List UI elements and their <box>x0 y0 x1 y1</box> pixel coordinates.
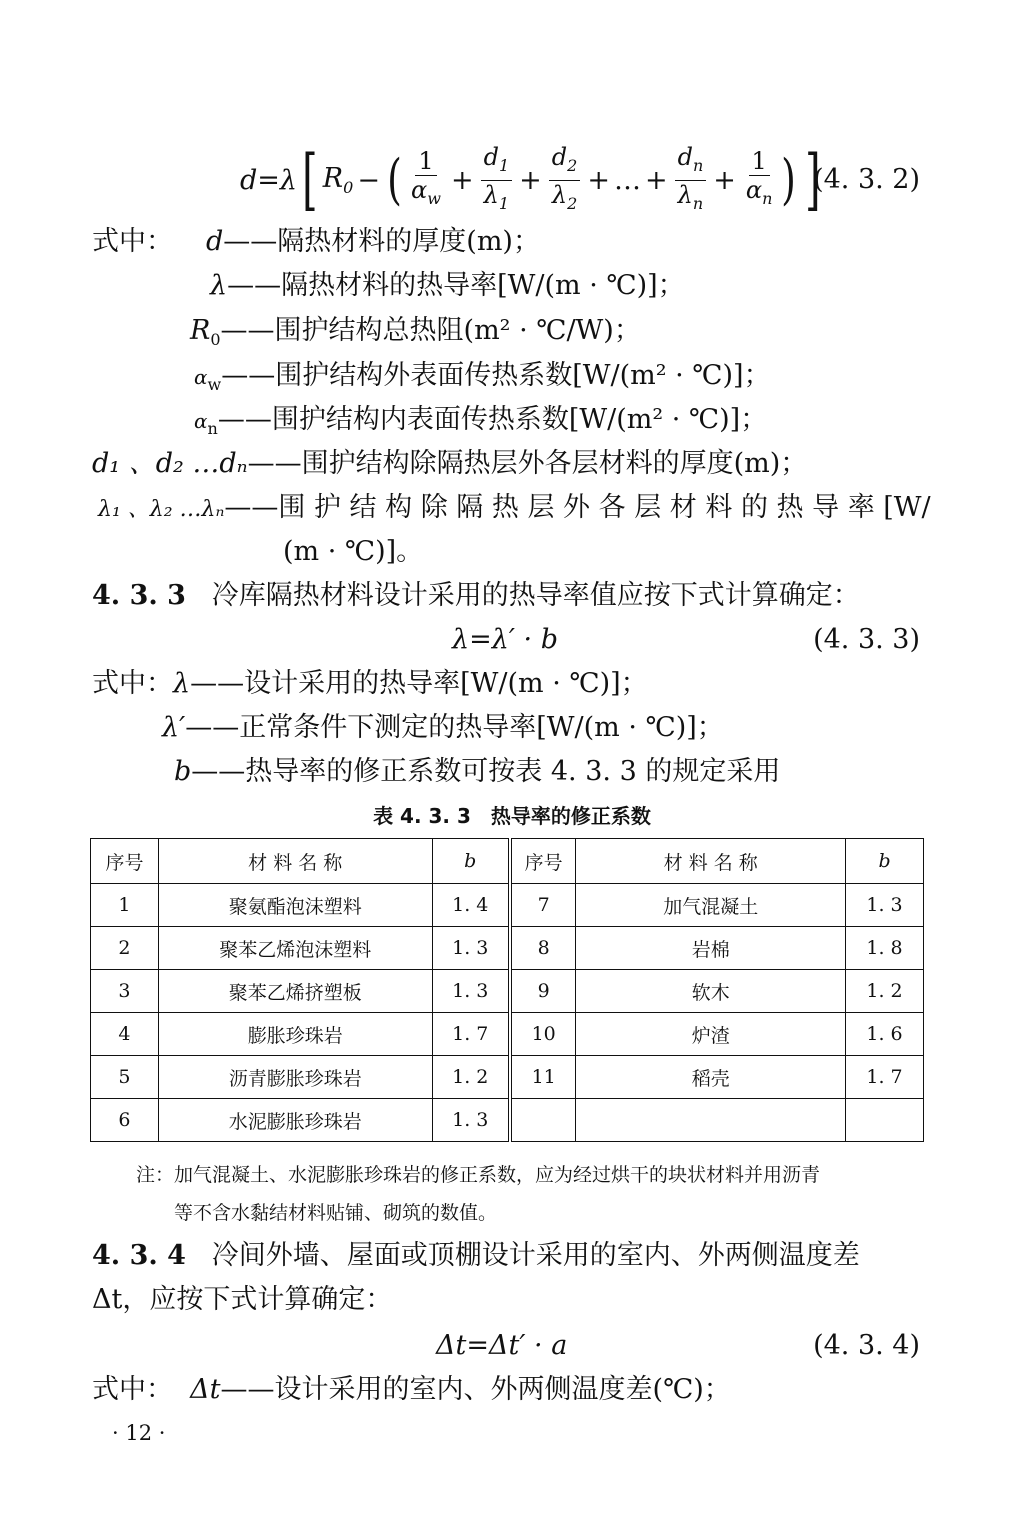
right-bracket: ] <box>804 141 821 218</box>
cell-index: 6 <box>91 1099 159 1142</box>
plus-1: + <box>450 164 474 196</box>
cell-b: 1. 4 <box>432 884 510 927</box>
def-lambda-list: λ₁ 、λ₂ …λₙ——围 护 结 构 除 隔 热 层 外 各 层 材 料 的 热 导 率 [W/ <box>98 492 931 523</box>
def-d: d——隔热材料的厚度(m)； <box>206 226 540 257</box>
cell-index: 5 <box>91 1056 159 1099</box>
cell-index: 3 <box>91 970 159 1013</box>
cell-material: 水泥膨胀珍珠岩 <box>158 1099 432 1142</box>
header-index-1: 序号 <box>91 839 159 884</box>
formula-R: $R_0$ <box>322 163 354 197</box>
cell-material: 沥青膨胀珍珠岩 <box>158 1056 432 1099</box>
ellipsis: … <box>613 164 641 196</box>
def-lambda-prime: λ′——正常条件下测定的热导率[W/(m · ℃)]； <box>162 712 724 743</box>
section-4-3-4: 4. 3. 4 冷间外墙、屋面或顶棚设计采用的室内、外两侧温度差 <box>92 1240 860 1271</box>
header-material-1: 材 料 名 称 <box>158 839 432 884</box>
formula-number-4-3-2: (4. 3. 2) <box>813 164 920 195</box>
def-R0: $R_0——$围护结构总热阻(m² · ℃/W)； <box>190 315 641 349</box>
cell-index: 10 <box>510 1013 576 1056</box>
cell-b: 1. 7 <box>432 1013 510 1056</box>
cell-material: 聚苯乙烯挤塑板 <box>158 970 432 1013</box>
frac-d2-lambda2: $\frac{d_2}{\lambda_2}$ <box>549 143 581 218</box>
table-row <box>91 927 924 970</box>
cell-b: 1. 3 <box>846 884 924 927</box>
formula-4-3-4: Δt=Δt′ · a <box>436 1330 568 1361</box>
left-paren: ( <box>387 148 402 211</box>
cell-b: 1. 2 <box>846 970 924 1013</box>
page-number: · 12 · <box>112 1421 166 1445</box>
formula-minus: − <box>357 164 380 196</box>
table-note-line1: 注：加气混凝土、水泥膨胀珍珠岩的修正系数，应为经过烘干的块状材料并用沥青 <box>136 1164 821 1186</box>
cell-b: 1. 6 <box>846 1013 924 1056</box>
frac-dn-lambdan: $\frac{d_n}{\lambda_n}$ <box>675 143 707 218</box>
table-row <box>91 1013 924 1056</box>
cell-material: 软木 <box>576 970 846 1013</box>
cell-index: 11 <box>510 1056 576 1099</box>
def-lambda-list-cont: (m · ℃)]。 <box>283 536 424 567</box>
header-material-2: 材 料 名 称 <box>576 839 846 884</box>
cell-material: 聚苯乙烯泡沫塑料 <box>158 927 432 970</box>
cell-index: 1 <box>91 884 159 927</box>
def-alpha-n: $\alpha_n——$围护结构内表面传热系数[W/(m² · ℃)]； <box>194 404 768 438</box>
table-row <box>91 1056 924 1099</box>
table-note-line2: 等不含水黏结材料贴铺、砌筑的数值。 <box>174 1202 498 1224</box>
cell-b: 1. 8 <box>846 927 924 970</box>
cell-index: 2 <box>91 927 159 970</box>
correction-coefficient-table <box>90 838 924 1142</box>
cell-material: 膨胀珍珠岩 <box>158 1013 432 1056</box>
frac-d1-lambda1: $\frac{d_1}{\lambda_1}$ <box>481 143 513 218</box>
header-b-1: b <box>432 839 510 884</box>
cell-material: 聚氨酯泡沫塑料 <box>158 884 432 927</box>
cell-b: 1. 2 <box>432 1056 510 1099</box>
table-title: 表 4. 3. 3 热导率的修正系数 <box>373 804 651 828</box>
table-header-row <box>91 839 924 884</box>
header-b-2: b <box>846 839 924 884</box>
def-lambda: λ——隔热材料的热导率[W/(m · ℃)]； <box>210 270 685 301</box>
left-bracket: [ <box>302 141 318 218</box>
section-4-3-3: 4. 3. 3 冷库隔热材料设计采用的热导率值应按下式计算确定： <box>92 580 860 611</box>
where-label: 式中： <box>92 226 173 257</box>
formula-4-3-2 <box>240 140 825 220</box>
formula-eq: = <box>257 164 280 196</box>
cell-b: 1. 3 <box>432 970 510 1013</box>
table-row <box>91 1099 924 1142</box>
table-row <box>91 970 924 1013</box>
def-b: b——热导率的修正系数可按表 4. 3. 3 的规定采用 <box>174 756 781 787</box>
frac-1-alpha-w: $\frac{1}{\alpha_w}$ <box>411 147 441 208</box>
formula-number-4-3-3: (4. 3. 3) <box>813 624 920 655</box>
table-row <box>91 884 924 927</box>
def-d-list: d₁ 、d₂ …dₙ——围护结构除隔热层外各层材料的厚度(m)； <box>92 448 808 479</box>
plus-3: + <box>587 164 610 196</box>
def-lambda-design: 式中：λ——设计采用的热导率[W/(m · ℃)]； <box>92 668 648 699</box>
right-paren: ) <box>781 148 797 211</box>
cell-b: 1. 3 <box>432 927 510 970</box>
cell-material: 岩棉 <box>576 927 846 970</box>
section-4-3-4-line2: Δt，应按下式计算确定： <box>92 1284 393 1315</box>
plus-2: + <box>519 164 542 196</box>
cell-material: 炉渣 <box>576 1013 846 1056</box>
plus-4: + <box>644 164 668 196</box>
cell-index: 9 <box>510 970 576 1013</box>
def-alpha-w: $\alpha_w——$围护结构外表面传热系数[W/(m² · ℃)]； <box>194 360 771 394</box>
cell-material: 加气混凝土 <box>576 884 846 927</box>
cell-index <box>510 1099 576 1142</box>
cell-index: 4 <box>91 1013 159 1056</box>
formula-lambda: λ <box>279 164 298 196</box>
cell-index: 8 <box>510 927 576 970</box>
cell-index: 7 <box>510 884 576 927</box>
frac-1-alpha-n: $\frac{1}{\alpha_n}$ <box>745 147 773 208</box>
formula-number-4-3-4: (4. 3. 4) <box>813 1330 920 1361</box>
plus-5: + <box>713 164 736 196</box>
cell-b <box>846 1099 924 1142</box>
cell-material: 稻壳 <box>576 1056 846 1099</box>
cell-b: 1. 3 <box>432 1099 510 1142</box>
cell-material <box>576 1099 846 1142</box>
header-index-2: 序号 <box>510 839 576 884</box>
cell-b: 1. 7 <box>846 1056 924 1099</box>
formula-lhs: d <box>240 164 258 196</box>
formula-4-3-3: λ=λ′ · b <box>452 624 559 655</box>
def-delta-t: 式中： Δt——设计采用的室内、外两侧温度差(℃)； <box>92 1374 731 1405</box>
